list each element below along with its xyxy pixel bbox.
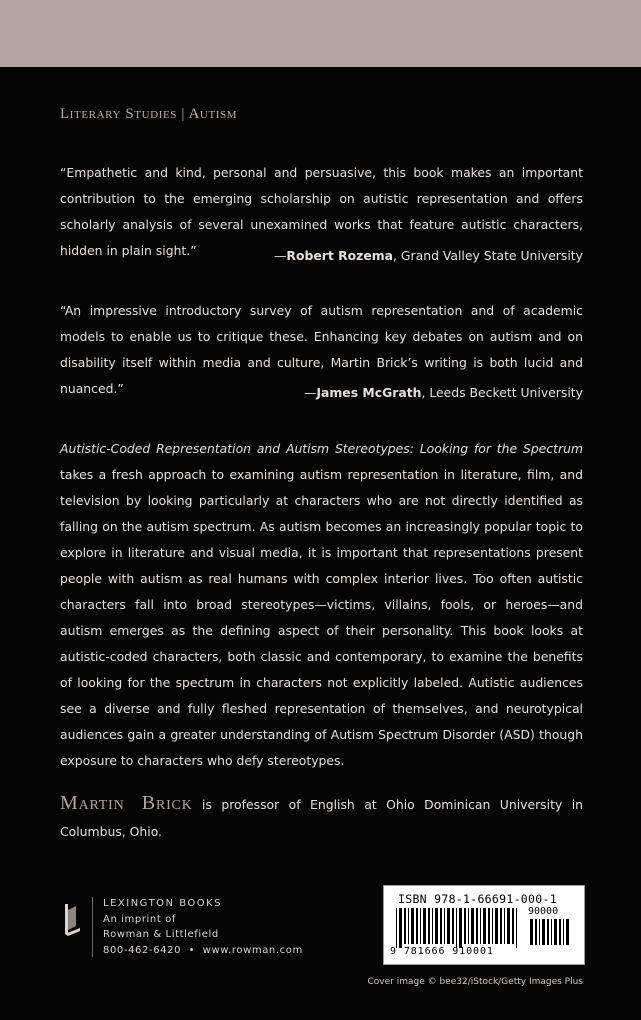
endorsement-quote-1: “Empathetic and kind, personal and persuasive, this book makes an important contribution to the emerging scholarship on autistic representation and offers scholarly analysis of several unexamined works that feature autistic characters, hidden in plain sight.” — [60, 165, 583, 258]
attribution-dash: — — [304, 385, 317, 400]
barcode-bar — [535, 919, 537, 945]
endorser-name: James McGrath — [316, 385, 422, 400]
barcode-bar — [447, 908, 450, 944]
endorser-affiliation: , Leeds Beckett University — [421, 385, 583, 400]
barcode-bar — [459, 908, 462, 948]
barcode-bar — [539, 919, 540, 945]
publisher-contact — [103, 943, 303, 959]
ean-digits: 9 781666 910001 — [390, 946, 494, 957]
endorsement-quote-2: “An impressive introductory survey of autism representation and of academic models to enable us to critique these. Enhancing key debates on autism and on disability itself within media and culture, Martin Brick’s writing is both lucid and nuanced.” — [60, 303, 583, 396]
barcode-bar — [420, 908, 421, 944]
barcode-bar — [435, 908, 438, 944]
publisher-imprint-line: An imprint of — [103, 913, 176, 925]
barcode-bar — [411, 908, 414, 944]
cover-image-credit: Cover image © bee32/iStock/Getty Images Plus — [367, 977, 583, 987]
barcode-bar — [480, 908, 481, 944]
barcode-bar — [416, 908, 418, 944]
lexington-logo-icon — [60, 902, 82, 940]
price-code: 90000 — [528, 906, 559, 917]
barcode-addon-bars — [528, 919, 574, 959]
category-label: Literary Studies | Autism — [60, 106, 238, 122]
barcode-bar — [507, 908, 510, 944]
isbn-label: ISBN 978-1-66691-000-1 — [398, 892, 557, 906]
publisher-name: LEXINGTON BOOKS — [103, 898, 223, 909]
barcode-bar — [452, 908, 454, 944]
isbn-barcode — [383, 885, 585, 965]
top-color-band — [0, 0, 641, 67]
book-description — [60, 436, 583, 774]
barcode-bar — [492, 908, 493, 944]
barcode-bar — [551, 919, 552, 945]
barcode-bar — [476, 908, 478, 944]
barcode-bar — [512, 908, 514, 944]
description-body: takes a fresh approach to examining autism representation in literature, film, and television by looking particularly at characters who are not directly identified as falling on the autism spectrum. As autism becomes an increasingly popular topic to explore in literature and visual media, it is important that representations present people with autism as real humans with complex interior lives. Too often autistic characters fall into broad stereotypes—victims, villains, fools, or heroes—and autism emerges as the defining aspect of their personality. This book looks at autistic-coded characters, both classic and contemporary, to examine the benefits of looking for the spectrum in characters not explicitly labeled. Autistic audiences see a diverse and fully fleshed representation of themselves, and neurotypical audiences gain a greater understanding of Autism Spectrum Disorder (ASD) though exposure to characters who defy stereotypes. — [60, 467, 583, 768]
barcode-bar — [468, 908, 469, 944]
barcode-bar — [396, 908, 397, 948]
author-bio-text: is professor of English at Ohio Dominican University in Columbus, Ohio. — [60, 797, 584, 839]
barcode-bar — [563, 919, 564, 945]
barcode-bar — [428, 908, 430, 944]
author-name: Martin Brick — [60, 792, 193, 814]
barcode-bar — [554, 919, 557, 945]
barcode-bar — [559, 919, 561, 945]
barcode-bar — [440, 908, 442, 944]
endorser-affiliation: , Grand Valley State University — [393, 248, 583, 263]
barcode-bar — [399, 908, 402, 948]
barcode-bar — [516, 908, 517, 948]
publisher-info — [103, 896, 303, 958]
publisher-phone: 800-462-6420 — [103, 944, 182, 956]
publisher-website[interactable]: www.rowman.com — [202, 944, 303, 956]
endorser-name: Robert Rozema — [286, 248, 394, 263]
barcode-bar — [404, 908, 406, 944]
barcode-bar — [566, 919, 569, 945]
endorsement-attribution-2 — [304, 383, 583, 403]
barcode-bar — [408, 908, 409, 944]
barcode-bar — [542, 919, 545, 945]
barcode-bar — [500, 908, 502, 944]
attribution-dash: — — [274, 248, 287, 263]
barcode-bar — [444, 908, 445, 944]
publisher-parent: Rowman & Littlefield — [103, 929, 219, 940]
barcode-bar — [547, 919, 549, 945]
barcode-bar — [432, 908, 433, 944]
barcode-bar — [504, 908, 505, 944]
barcode-bar — [488, 908, 490, 944]
endorsement-attribution-1 — [274, 246, 583, 266]
contact-separator: • — [188, 944, 196, 956]
publisher-divider — [92, 897, 93, 957]
barcode-bar — [483, 908, 486, 944]
book-title: Autistic-Coded Representation and Autism Stereotypes: Looking for the Spectrum — [60, 441, 583, 456]
barcode-bar — [456, 908, 457, 948]
barcode-bar — [423, 908, 426, 944]
author-bio — [60, 790, 583, 845]
barcode-bar — [495, 908, 498, 944]
barcode-bar — [530, 919, 533, 945]
barcode-bar — [471, 908, 474, 944]
barcode-bar — [464, 908, 466, 944]
barcode-main-bars — [394, 908, 522, 948]
